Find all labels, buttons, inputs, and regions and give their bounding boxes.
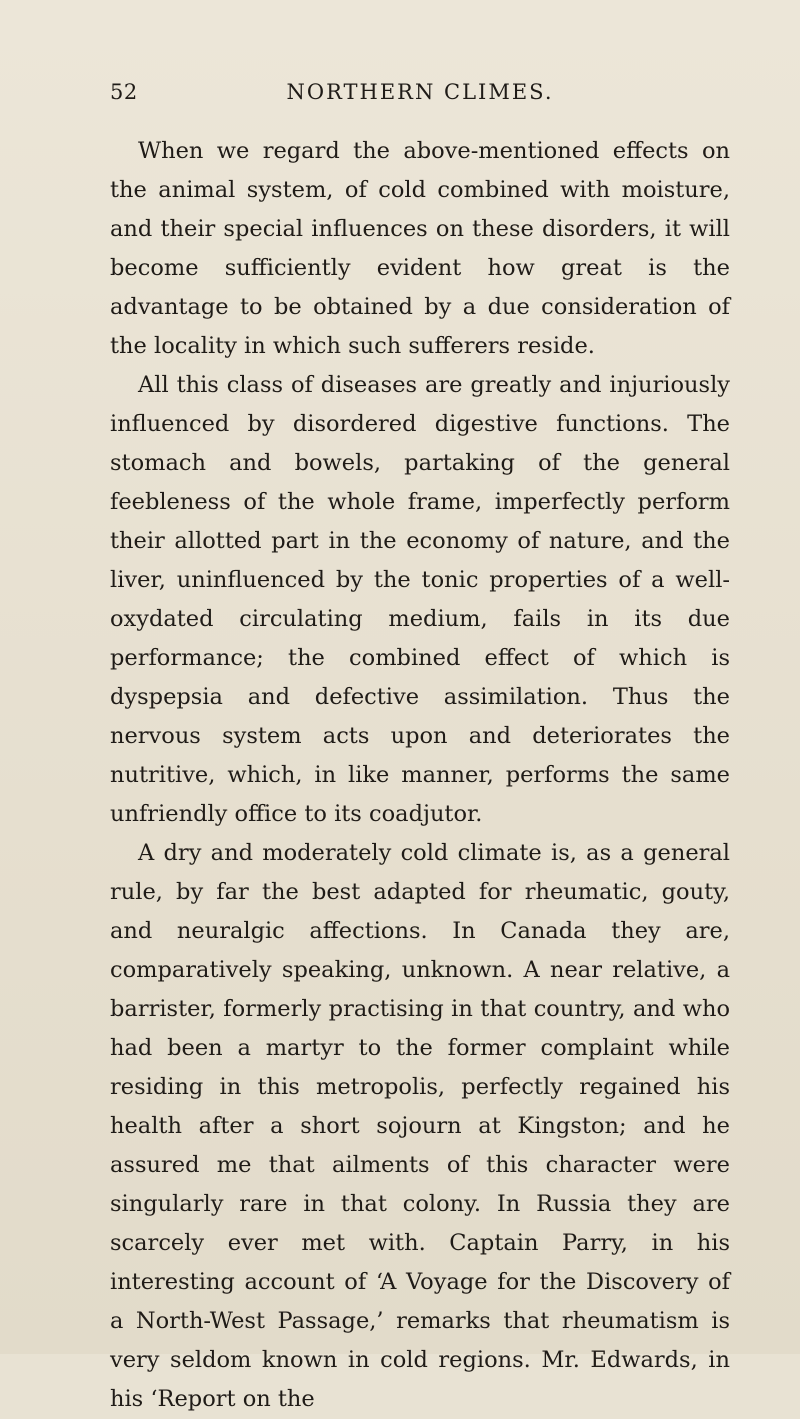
paragraph: When we regard the above-mentioned effects on the animal system, of cold combined with moisture, and their special influences on these disorders, it will become sufficiently evident how great is the advantage to be obtained by a due consideration of the locality in which such sufferers reside. bbox=[110, 138, 730, 359]
running-head bbox=[110, 80, 730, 120]
paragraph: All this class of diseases are greatly and injuriously influenced by disordered digestive functions. The stomach and bowels, partaking of the general feebleness of the whole frame, imperfectly perform their allotted part in the economy of nature, and the liver, uninfluenced by the tonic properties of a well-oxydated circulating medium, fails in its due performance; the combined effect of which is dyspepsia and defective assimilation. Thus the nervous system acts upon and deteriorates the nutritive, which, in like manner, performs the same unfriendly office to its coadjutor. bbox=[110, 372, 730, 827]
paragraph: A dry and moderately cold climate is, as a general rule, by far the best adapted for rheumatic, gouty, and neuralgic affections. In Canada they are, comparatively speaking, unknown. A near relative, a barrister, formerly practising in that country, and who had been a martyr to the former complaint while residing in this metropolis, perfectly regained his health after a short sojourn at Kingston; and he assured me that ailments of this character were singularly rare in that colony. In Russia they are scarcely ever met with. Captain Parry, in his interesting account of ‘A Voyage for the Discovery of a North-West Passage,’ remarks that rheumatism is very seldom known in cold regions. Mr. Edwards, in his ‘Report on the bbox=[110, 840, 730, 1412]
body-text bbox=[110, 132, 730, 1419]
running-title: NORTHERN CLIMES. bbox=[286, 80, 554, 104]
page-number: 52 bbox=[110, 80, 138, 104]
